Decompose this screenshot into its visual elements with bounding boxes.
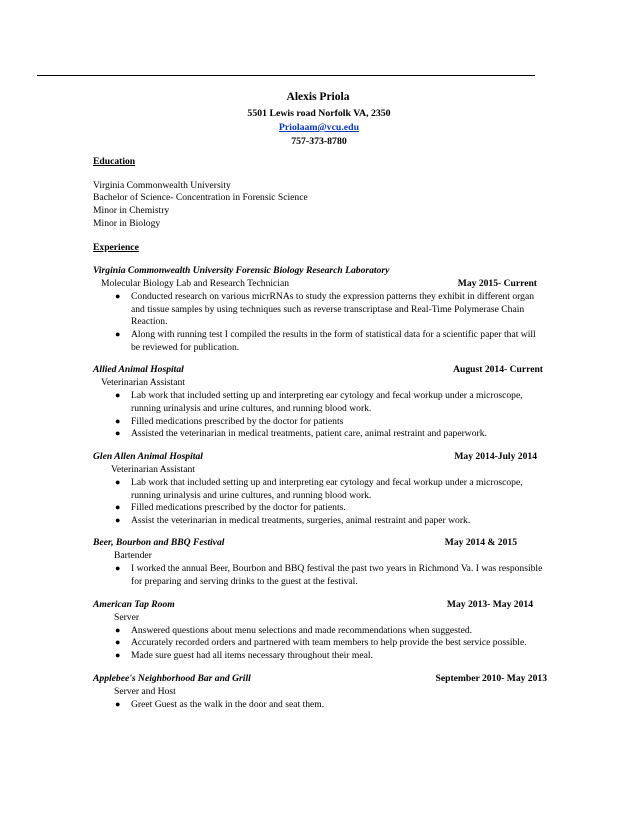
- job-role: Bartender: [114, 550, 152, 562]
- bullet-text: Made sure guest had all items necessary throughout their meal.: [131, 650, 373, 662]
- job-role-row: [93, 464, 545, 477]
- job-role: Veterinarian Assistant: [111, 463, 195, 475]
- bullet-icon: ●: [115, 637, 121, 648]
- bullet-icon: ●: [115, 290, 121, 301]
- list-item: [93, 416, 545, 429]
- job-entry: [93, 537, 545, 588]
- job-bullets: [93, 625, 545, 663]
- bullet-text: Assist the veterinarian in medical treatments, surgeries, animal restraint and paper work.: [131, 514, 471, 526]
- list-item: [93, 650, 545, 663]
- bullet-icon: ●: [115, 698, 121, 709]
- applicant-address: 5501 Lewis road Norfolk VA, 2350: [247, 108, 391, 120]
- job-header: [93, 265, 545, 278]
- top-rule: [37, 75, 535, 76]
- applicant-email-link[interactable]: Priolaam@vcu.edu: [278, 122, 360, 134]
- bullet-icon: ●: [115, 650, 121, 661]
- bullet-text: Lab work that included setting up and interpreting ear cytology and fecal workup under a microscope, running urinalysis and urine cultures, and running blood work.: [131, 476, 523, 501]
- job-header: [93, 599, 545, 612]
- bullet-text: Assisted the veterinarian in medical treatments, patient care, animal restraint and paperwork.: [131, 428, 487, 440]
- job-bullets: [93, 699, 545, 712]
- education-line: Bachelor of Science- Concentration in Forensic Science: [93, 192, 308, 204]
- list-item: [93, 477, 545, 502]
- bullet-text: Along with running test I compiled the results in the form of statistical data for a scientific paper that will be reviewed for publication.: [131, 328, 536, 353]
- education-line: Virginia Commonwealth University: [93, 179, 231, 191]
- bullet-text: Conducted research on various micrRNAs to study the expression patterns they exhibit in different organ and tissue samples by using techniques such as reverse transcriptase and Real-Time Polymerase Chain Reaction.: [131, 290, 535, 328]
- bullet-icon: ●: [115, 514, 121, 525]
- job-organization: American Tap Room: [93, 598, 175, 610]
- job-role-row: [93, 278, 545, 291]
- resume-body: [93, 156, 545, 711]
- applicant-name: Alexis Priola: [286, 91, 350, 103]
- job-organization: Virginia Commonwealth University Forensic Biology Research Laboratory: [93, 264, 390, 276]
- job-dates: August 2014- Current: [453, 364, 543, 376]
- bullet-text: I worked the annual Beer, Bourbon and BBQ festival the past two years in Richmond Va. I was responsible for preparing and serving drinks to the guest at the festival.: [131, 563, 543, 588]
- job-role: Molecular Biology Lab and Research Technician: [101, 277, 290, 289]
- resume-header: [0, 90, 638, 149]
- job-header: [93, 451, 545, 464]
- job-header: [93, 537, 545, 550]
- list-item: [93, 563, 545, 588]
- job-role-row: [93, 686, 545, 699]
- education-heading: Education: [93, 156, 136, 167]
- list-item: [93, 291, 545, 329]
- list-item: [93, 637, 545, 650]
- list-item: [93, 699, 545, 712]
- job-dates: September 2010- May 2013: [435, 672, 547, 684]
- bullet-text: Greet Guest as the walk in the door and seat them.: [131, 698, 325, 710]
- list-item: [93, 329, 545, 354]
- education-block: [93, 180, 545, 231]
- bullet-text: Filled medications prescribed by the doctor for patients: [131, 415, 344, 427]
- list-item: [93, 625, 545, 638]
- bullet-text: Accurately recorded orders and partnered with team members to help provide the best service possible.: [131, 637, 527, 649]
- bullet-icon: ●: [115, 428, 121, 439]
- list-item: [93, 428, 545, 441]
- applicant-phone: 757-373-8780: [291, 136, 347, 148]
- job-role-row: [93, 612, 545, 625]
- job-header: [93, 364, 545, 377]
- job-dates: May 2014 & 2015: [444, 537, 517, 549]
- bullet-icon: ●: [115, 415, 121, 426]
- job-organization: Applebee's Neighborhood Bar and Grill: [93, 672, 251, 684]
- job-entry: [93, 364, 545, 441]
- job-entry: [93, 599, 545, 663]
- job-organization: Beer, Bourbon and BBQ Festival: [93, 537, 225, 549]
- bullet-text: Lab work that included setting up and interpreting ear cytology and fecal workup under a microscope, running urinalysis and urine cultures, and running blood work.: [131, 390, 523, 414]
- bullet-icon: ●: [115, 390, 121, 401]
- job-header: [93, 673, 545, 686]
- job-dates: May 2015- Current: [457, 277, 537, 289]
- job-bullets: [93, 390, 545, 441]
- bullet-icon: ●: [115, 328, 121, 339]
- job-role-row: [93, 377, 545, 390]
- job-entry: [93, 673, 545, 712]
- job-role: Veterinarian Assistant: [101, 377, 185, 389]
- job-dates: May 2013- May 2014: [446, 598, 533, 610]
- job-entry: [93, 265, 545, 354]
- list-item: [93, 390, 545, 415]
- education-line: Minor in Chemistry: [93, 204, 170, 216]
- bullet-icon: ●: [115, 563, 121, 574]
- experience-heading: Experience: [93, 242, 139, 254]
- bullet-text: Answered questions about menu selections and made recommendations when suggested.: [131, 624, 473, 636]
- job-bullets: [93, 563, 545, 588]
- education-line: Minor in Biology: [93, 217, 161, 229]
- bullet-text: Filled medications prescribed by the doctor for patients.: [131, 502, 346, 514]
- job-entry: [93, 451, 545, 528]
- job-bullets: [93, 477, 545, 528]
- job-bullets: [93, 291, 545, 354]
- bullet-icon: ●: [115, 502, 121, 513]
- job-organization: Glen Allen Animal Hospital: [93, 450, 203, 462]
- job-role-row: [93, 550, 545, 563]
- list-item: [93, 502, 545, 515]
- job-role: Server and Host: [114, 685, 176, 697]
- job-organization: Allied Animal Hospital: [93, 364, 184, 376]
- job-dates: May 2014-July 2014: [454, 450, 537, 462]
- job-role: Server: [114, 611, 140, 623]
- bullet-icon: ●: [115, 476, 121, 487]
- list-item: [93, 515, 545, 528]
- bullet-icon: ●: [115, 624, 121, 635]
